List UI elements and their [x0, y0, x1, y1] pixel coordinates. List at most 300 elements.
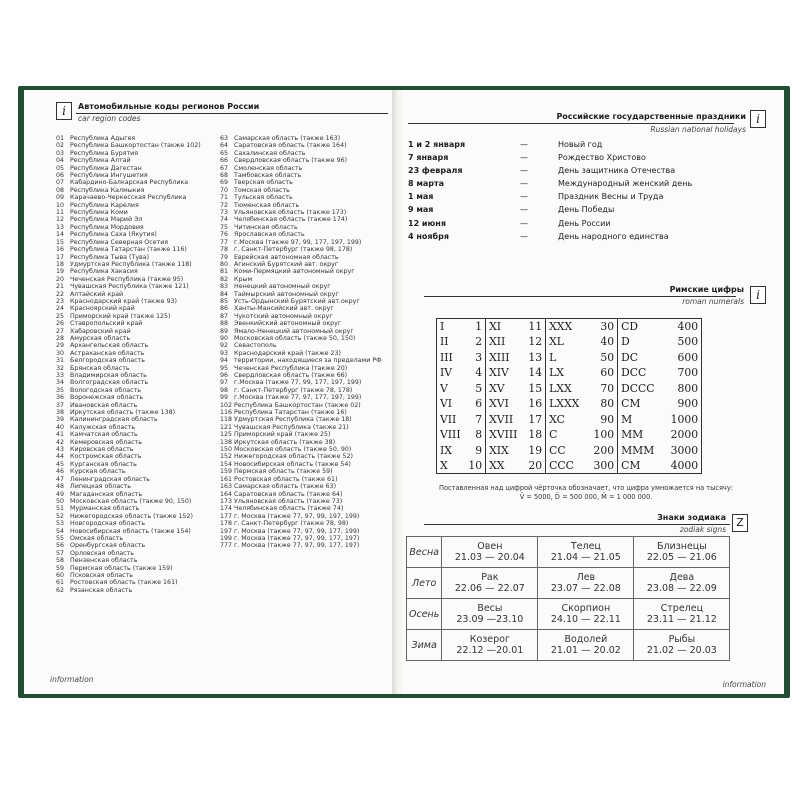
roman-row	[437, 365, 702, 381]
region-row	[56, 328, 224, 335]
region-row	[56, 483, 224, 490]
region-name: Камчатская область	[70, 431, 138, 439]
zodiac-sign-name: Овен	[477, 541, 503, 552]
region-code: 74	[220, 216, 229, 224]
region-code: 34	[56, 379, 65, 387]
region-row	[220, 520, 394, 527]
region-name: Республика Адыгея	[70, 135, 136, 142]
region-code: 80	[220, 260, 229, 268]
region-name: Республика Алтай	[70, 157, 131, 165]
holiday-row	[408, 166, 748, 179]
region-row	[56, 239, 224, 246]
region-name: Свердловская область (также 96)	[234, 157, 348, 165]
region-code: 66	[220, 157, 229, 165]
region-code: 27	[56, 327, 65, 335]
region-code: 22	[56, 290, 65, 298]
zodiac-sign-name: Лев	[576, 572, 596, 583]
region-name: Самарская область (также 63)	[234, 483, 337, 491]
region-code: 32	[56, 364, 65, 372]
region-name: Еврейская автономная область	[234, 253, 339, 261]
roman-note-1: Поставленная над цифрой чёрточка обозначает, что цифра умножается на тысячу:	[439, 484, 733, 492]
region-row	[220, 453, 394, 460]
arabic-value: 18	[528, 428, 543, 442]
arabic-value: 400	[677, 320, 699, 333]
region-row	[56, 513, 224, 520]
arabic-value: 11	[528, 320, 543, 333]
region-code: 48	[56, 483, 65, 491]
region-row	[220, 268, 394, 275]
region-name: Свердловская область (также 66)	[234, 372, 348, 379]
left-page	[24, 90, 396, 694]
arabic-value: 13	[528, 350, 543, 364]
region-name: Московская область (также 90, 150)	[70, 497, 192, 505]
region-name: Ульяновская область (также 73)	[234, 497, 343, 505]
region-row	[56, 357, 224, 364]
region-name: Курганская область	[70, 460, 137, 468]
region-code: 55	[56, 534, 65, 542]
zodiac-sign	[442, 568, 538, 599]
region-name: Пермская область (также 159)	[70, 564, 173, 572]
roman-row	[437, 443, 702, 459]
region-name: Кировская область	[70, 446, 134, 454]
region-row	[56, 587, 224, 594]
region-code: 60	[56, 571, 65, 579]
region-row	[56, 565, 224, 572]
region-code: 36	[56, 394, 65, 402]
region-row	[56, 453, 224, 460]
zodiac-sign-name: Рак	[481, 572, 499, 583]
zodiac-sign	[538, 568, 634, 599]
region-code: 152	[220, 453, 233, 461]
holidays-title: Российские государственные праздники	[556, 112, 746, 121]
holiday-row	[408, 205, 748, 218]
region-row	[220, 424, 394, 431]
zodiac-sign	[442, 537, 538, 568]
region-row	[56, 283, 224, 290]
region-code: 33	[56, 372, 65, 379]
region-row	[220, 409, 394, 416]
roman-numeral: CM	[618, 458, 668, 474]
region-name: Крым	[234, 275, 253, 283]
region-name: Челябинская область (также 174)	[234, 216, 348, 224]
zodiac-sign-dates: 23.11 — 21.12	[646, 614, 717, 625]
arabic-value: 15	[528, 381, 543, 395]
region-name: Оренбургская область	[70, 542, 146, 550]
zodiac-row	[407, 599, 730, 630]
region-code: 20	[56, 275, 65, 283]
region-row	[56, 150, 224, 157]
region-code: 52	[56, 512, 65, 520]
region-row	[56, 172, 224, 179]
region-code: 47	[56, 475, 65, 483]
region-row	[56, 305, 224, 312]
region-name: Курская область	[70, 468, 126, 476]
region-row	[56, 254, 224, 261]
region-code: 49	[56, 490, 65, 498]
region-code: 75	[220, 223, 229, 231]
region-code: 197	[220, 527, 233, 535]
region-row	[220, 224, 394, 231]
holiday-date: 7 января	[408, 153, 449, 163]
holiday-dash: —	[520, 231, 528, 241]
region-code: 56	[56, 542, 65, 550]
zodiac-sign-name: Телец	[570, 541, 601, 552]
roman-numeral: XC	[546, 412, 590, 428]
region-row	[56, 542, 224, 549]
region-code: 44	[56, 453, 65, 461]
region-name: Калининградская область	[70, 416, 158, 424]
region-name: Хабаровский край	[70, 327, 131, 335]
region-code: 57	[56, 549, 65, 557]
region-row	[220, 468, 394, 475]
region-code: 35	[56, 386, 65, 394]
region-code: 163	[220, 483, 233, 491]
region-name: г. Москва (также 77, 97, 99, 197, 199)	[234, 512, 360, 520]
region-list-column-1	[56, 135, 224, 594]
region-code: 42	[56, 438, 65, 446]
holiday-dash: —	[520, 192, 528, 202]
region-code: 96	[220, 372, 229, 379]
zodiac-sign	[538, 630, 634, 661]
region-name: Республика Дагестан	[70, 164, 142, 172]
region-row	[56, 439, 224, 446]
region-name: Пермская область (также 59)	[234, 468, 333, 476]
season-label: Зима	[407, 630, 442, 661]
region-row	[220, 357, 394, 364]
arabic-value: 16	[528, 397, 543, 411]
holiday-row	[408, 140, 748, 153]
holiday-name: День России	[558, 218, 611, 228]
region-row	[56, 313, 224, 320]
region-row	[56, 461, 224, 468]
region-name: Сахалинская область	[234, 149, 306, 157]
region-code: 11	[56, 209, 65, 217]
zodiac-row	[407, 630, 730, 661]
holiday-dash: —	[520, 218, 528, 228]
holiday-row	[408, 192, 748, 205]
region-code: 161	[220, 475, 233, 483]
region-code: 92	[220, 342, 229, 350]
region-name: Республика Коми	[70, 209, 128, 217]
roman-numeral: L	[546, 350, 590, 366]
region-code: 01	[56, 135, 65, 142]
arabic-value: 800	[677, 381, 699, 395]
region-row	[56, 387, 224, 394]
roman-row	[437, 458, 702, 474]
region-code: 69	[220, 179, 229, 187]
holiday-row	[408, 179, 748, 192]
arabic-value: 100	[593, 428, 615, 442]
region-code: 78	[220, 246, 229, 254]
region-row	[220, 187, 394, 194]
region-code: 65	[220, 149, 229, 157]
region-name: Республика Башкортостан (также 02)	[234, 401, 361, 409]
region-row	[56, 579, 224, 586]
region-code: 81	[220, 268, 229, 276]
region-name: Республика Калмыкия	[70, 186, 145, 194]
arabic-value: 14	[528, 366, 543, 380]
region-row	[220, 179, 394, 186]
region-row	[220, 320, 394, 327]
arabic-value: 20	[528, 459, 543, 472]
arabic-value: 500	[677, 335, 699, 349]
region-name: Ненецкий автономный округ	[234, 283, 331, 291]
region-code: 51	[56, 505, 65, 513]
roman-numeral: CCC	[546, 458, 590, 474]
region-code: 79	[220, 253, 229, 261]
region-code: 87	[220, 312, 229, 320]
region-row	[220, 135, 394, 142]
region-name: Брянская область	[70, 364, 130, 372]
region-name: Чукотский автономный округ	[234, 312, 333, 320]
roman-numeral: XXX	[546, 319, 590, 335]
region-code: 84	[220, 290, 229, 298]
region-row	[220, 394, 394, 401]
zodiac-row	[407, 568, 730, 599]
zodiac-sign-dates: 21.01 — 20.02	[550, 645, 621, 656]
holidays-subtitle: Russian national holidays	[650, 125, 746, 134]
arabic-value: 4	[475, 366, 483, 380]
region-code: 99	[220, 394, 229, 402]
region-code: 14	[56, 231, 65, 239]
region-code: 76	[220, 231, 229, 239]
holiday-name: День защитника Отечества	[558, 166, 676, 176]
roman-numeral: XVIII	[486, 427, 524, 443]
region-row	[56, 261, 224, 268]
zodiac-sign	[634, 568, 730, 599]
arabic-value: 200	[593, 443, 615, 457]
roman-numeral: XIX	[486, 443, 524, 459]
region-code: 177	[220, 512, 233, 520]
region-code: 116	[220, 409, 233, 417]
region-code: 09	[56, 194, 65, 202]
region-name: Чеченская Республика (также 95)	[70, 275, 184, 283]
arabic-value: 19	[528, 443, 543, 457]
region-code: 68	[220, 172, 229, 180]
region-row	[56, 365, 224, 372]
region-code: 102	[220, 401, 233, 409]
region-code: 03	[56, 149, 65, 157]
region-row	[220, 150, 394, 157]
roman-numeral: DC	[618, 350, 668, 366]
region-row	[56, 550, 224, 557]
region-row	[56, 187, 224, 194]
region-code: 37	[56, 401, 65, 409]
region-code: 53	[56, 520, 65, 528]
region-name: Республика Татарстан (также 16)	[234, 409, 347, 417]
zodiac-sign-name: Скорпион	[561, 603, 611, 614]
region-codes-subtitle: car region codes	[78, 114, 141, 123]
region-code: 63	[220, 135, 229, 142]
region-code: 121	[220, 423, 233, 431]
region-name: г. Москва (также 77, 97, 99, 177, 199)	[234, 527, 360, 535]
region-code: 150	[220, 446, 233, 454]
region-name: Магаданская область	[70, 490, 143, 498]
region-name: Томская область	[234, 186, 290, 194]
region-row	[220, 528, 394, 535]
region-row	[56, 209, 224, 216]
region-row	[220, 157, 394, 164]
region-row	[56, 298, 224, 305]
arabic-value: 700	[677, 366, 699, 380]
arabic-value: 17	[528, 412, 543, 426]
holiday-dash: —	[520, 166, 528, 176]
region-row	[56, 491, 224, 498]
zodiac-sign-dates: 24.10 — 22.11	[550, 614, 621, 625]
region-code: 90	[220, 334, 229, 342]
region-name: Архангельская область	[70, 342, 149, 350]
region-row	[56, 409, 224, 416]
region-name: Карачаево-Черкесская Республика	[70, 194, 187, 202]
region-row	[220, 416, 394, 423]
region-code: 54	[56, 527, 65, 535]
region-name: Костромская область	[70, 453, 142, 461]
region-row	[56, 572, 224, 579]
arabic-value: 3	[475, 350, 483, 364]
roman-numeral: CC	[546, 443, 590, 459]
region-row	[56, 335, 224, 342]
region-name: Республика Марий Эл	[70, 216, 143, 224]
holiday-row	[408, 153, 748, 166]
region-name: Ханты-Мансийский авт. округ	[234, 305, 334, 313]
region-name: Ивановская область	[70, 401, 138, 409]
region-code: 138	[220, 438, 233, 446]
zodiac-z-icon: Z	[732, 514, 748, 532]
region-code: 16	[56, 246, 65, 254]
roman-numerals-title: Римские цифры	[669, 285, 744, 294]
region-row	[56, 394, 224, 401]
region-name: Тамбовская область	[234, 172, 302, 180]
region-code: 29	[56, 342, 65, 350]
region-row	[56, 476, 224, 483]
region-row	[56, 431, 224, 438]
zodiac-sign	[442, 630, 538, 661]
roman-numeral: LXXX	[546, 396, 590, 412]
roman-numeral: LXX	[546, 381, 590, 397]
region-name: Алтайский край	[70, 290, 124, 298]
region-name: Чувашская Республика (также 121)	[70, 283, 189, 291]
region-code: 05	[56, 164, 65, 172]
region-name: г. Санкт-Петербург (также 98, 178)	[234, 246, 353, 254]
region-row	[220, 313, 394, 320]
region-row	[56, 216, 224, 223]
arabic-value: 30	[600, 320, 615, 333]
region-code: 118	[220, 416, 233, 424]
zodiac-sign-name: Дева	[669, 572, 695, 583]
region-name: Иркутская область (также 138)	[70, 409, 176, 417]
roman-numeral: X	[437, 458, 464, 474]
region-row	[220, 239, 394, 246]
roman-numerals-table	[436, 318, 702, 474]
arabic-value: 12	[528, 335, 543, 349]
zodiac-sign-dates: 21.04 — 21.05	[550, 552, 621, 563]
holiday-row	[408, 232, 748, 245]
arabic-value: 10	[468, 459, 483, 472]
region-name: Ростовская область (также 161)	[70, 579, 178, 587]
region-code: 83	[220, 283, 229, 291]
holiday-name: Рождество Христово	[558, 153, 646, 163]
region-name: Краснодарский край (также 93)	[70, 297, 177, 305]
region-code: 02	[56, 142, 65, 150]
region-name: г. Москва (также 77, 97, 99, 177, 197)	[234, 534, 360, 542]
zodiac-sign-name: Стрелец	[660, 603, 704, 614]
region-code: 88	[220, 320, 229, 328]
roman-numeral: DCCC	[618, 381, 668, 397]
roman-numeral: DCC	[618, 365, 668, 381]
roman-row	[437, 350, 702, 366]
region-code: 23	[56, 297, 65, 305]
region-row	[56, 342, 224, 349]
region-row	[220, 402, 394, 409]
region-row	[220, 513, 394, 520]
region-name: Самарская область (также 163)	[234, 135, 341, 142]
arabic-value: 1	[475, 320, 483, 333]
holiday-date: 1 мая	[408, 192, 434, 202]
region-code: 95	[220, 364, 229, 372]
region-name: Республика Карелия	[70, 201, 139, 209]
region-name: Кабардино-Балкарская Республика	[70, 179, 189, 187]
zodiac-sign	[442, 599, 538, 630]
region-name: Владимирская область	[70, 372, 147, 379]
roman-numeral: XL	[546, 334, 590, 350]
region-row	[56, 165, 224, 172]
region-row	[220, 194, 394, 201]
region-name: Республика Башкортостан (также 102)	[70, 142, 201, 150]
roman-numeral: XIII	[486, 350, 524, 366]
region-row	[220, 542, 394, 549]
region-row	[220, 372, 394, 379]
roman-numeral: XX	[486, 458, 524, 474]
region-code: 30	[56, 349, 65, 357]
roman-numeral: M	[618, 412, 668, 428]
region-code: 154	[220, 460, 233, 468]
zodiac-sign-dates: 22.05 — 21.06	[646, 552, 717, 563]
arabic-value: 5	[475, 381, 483, 395]
holiday-name: Праздник Весны и Труда	[558, 192, 664, 202]
region-name: Иркутская область (также 38)	[234, 438, 336, 446]
region-row	[220, 254, 394, 261]
zodiac-sign-dates: 21.03 — 20.04	[454, 552, 525, 563]
region-row	[220, 379, 394, 386]
region-row	[220, 165, 394, 172]
region-name: территории, находящиеся за пределами РФ	[234, 357, 382, 365]
arabic-value: 2000	[670, 428, 699, 442]
zodiac-sign-dates: 23.07 — 22.08	[550, 583, 621, 594]
region-code: 31	[56, 357, 65, 365]
zodiac-sign	[538, 599, 634, 630]
region-code: 59	[56, 564, 65, 572]
region-name: Республика Северная Осетия	[70, 238, 169, 246]
region-name: Астраханская область	[70, 349, 145, 357]
region-row	[220, 216, 394, 223]
region-code: 25	[56, 312, 65, 320]
region-name: Республика Ингушетия	[70, 172, 148, 180]
region-code: 19	[56, 268, 65, 276]
roman-numeral: VIII	[437, 427, 464, 443]
region-row	[220, 535, 394, 542]
region-code: 58	[56, 557, 65, 565]
holiday-date: 23 февраля	[408, 166, 463, 176]
region-name: Московская область (также 50, 90)	[234, 446, 352, 454]
region-row	[220, 365, 394, 372]
region-row	[56, 291, 224, 298]
region-code: 777	[220, 542, 233, 550]
region-name: Рязанская область	[70, 586, 133, 594]
info-icon: i	[750, 110, 766, 128]
region-row	[220, 461, 394, 468]
region-code: 04	[56, 157, 65, 165]
region-code: 174	[220, 505, 233, 513]
